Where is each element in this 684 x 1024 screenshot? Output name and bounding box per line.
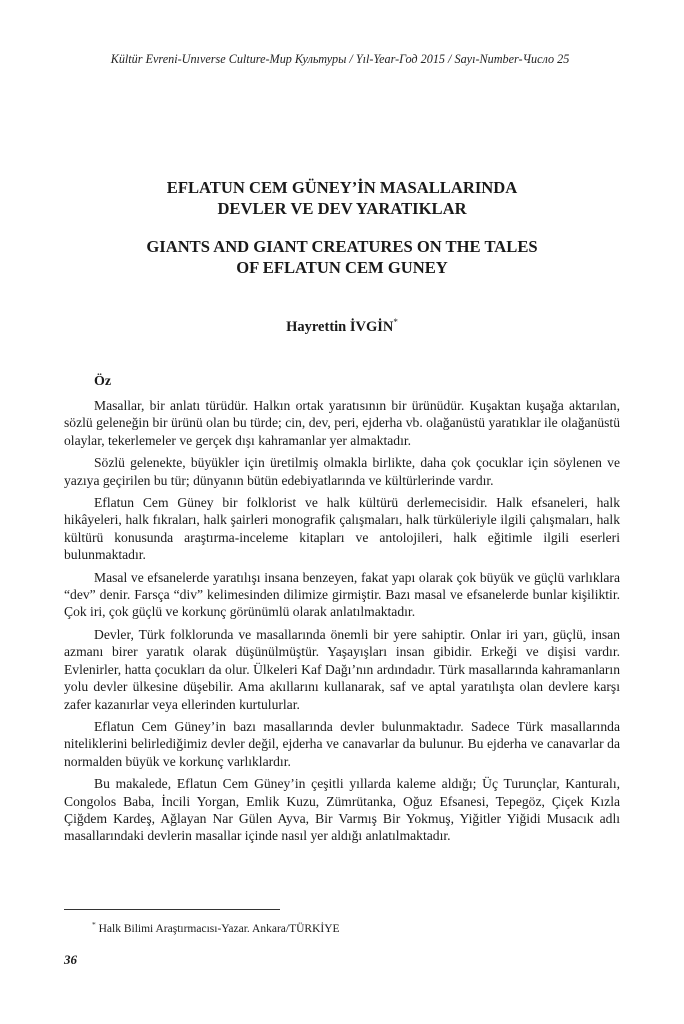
footnote [92,920,340,935]
title-english-line-2: OF EFLATUN CEM GUNEY [236,258,448,277]
footnote-text: Halk Bilimi Araştırmacısı-Yazar. Ankara/TÜRKİYE [98,922,340,935]
title-turkish-line-1: EFLATUN CEM GÜNEY’İN MASALLARINDA [166,178,518,197]
running-header: Kültür Evreni-Unıverse Culture-Mир Культуры / Yıl-Year-Год 2015 / Sayı-Number-Число 25 [110,52,570,66]
abstract-paragraph: Sözlü gelenekte, büyükler için üretilmiş olmakla birlikte, daha çok çocuklar için söylenen ve yazıya geçirilen bu tür; dünyanın bütün edebiyatlarında ve kültürlerinde vardır. [64,455,620,488]
author-name: Hayrettin İVGİN [286,318,394,335]
abstract-paragraph: Bu makalede, Eflatun Cem Güney’in çeşitli yıllarda kaleme aldığı; Üç Turunçlar, Kanturalı, Congolos Baba, İncili Yorgan, Emlik Kuzu, Zümrütanka, Oğuz Efsanesi, Tepegöz, Çiçek Kızla Çiğdem Kardeş, Ağlayan Nar Gülen Ayva, Bir Varmış Bir Yokmuş, Yiğitler Yiğidi Musacık adlı masallarındaki devlerin masallar içinde nasıl yer aldığı anlatılmaktadır. [64,776,620,844]
abstract-paragraph: Devler, Türk folklorunda ve masallarında önemli bir yere sahiptir. Onlar iri yarı, güçlü, insan azmanı birer yaratık olarak düşünülmüştür. Yaşayışları insan gibidir. Erkeği ve dişisi vardır. Evlenirler, hatta çocukları da olur. Ülkeleri Kaf Dağı’nın ardındadır. Türk masallarında kahramanların yolu devler ülkesine düşebilir. Ama akıllarını kullanarak, saf ve aptal yaratılışta olan devlere karşı zafer kazanırlar veya ellerinden kurtulurlar. [64,626,620,712]
abstract-paragraph: Eflatun Cem Güney bir folklorist ve halk kültürü derlemecisidir. Halk efsaneleri, halk hikâyeleri, halk fıkraları, halk şairleri monografik çalışmaları, halk türküleriyle ilgili çalışmaları, halk kültürü konusunda araştırma-inceleme kitapları ve antolojileri, halk eğitimle ilgili eserleri bulunmaktadır. [64,495,620,563]
title-english-line-1: GIANTS AND GIANT CREATURES ON THE TALES [146,237,538,256]
abstract-paragraph: Masallar, bir anlatı türüdür. Halkın ortak yaratısının bir ürünüdür. Kuşaktan kuşağa aktarılan, sözlü geleneğin bir ürünü olan bu türde; cin, dev, peri, ejderha vb. olağanüstü yaratıklar ile olağanüstü olaylar, tekerlemeler ve gerçek dışı kahramanlar yer almaktadır. [64,398,620,448]
abstract-paragraph: Masal ve efsanelerde yaratılışı insana benzeyen, fakat yapı olarak çok büyük ve güçlü varlıklara “dev” denir. Farsça “div” kelimesinden dilimize girmiştir. Bazı masal ve efsanelerde bunlar kişiliktir. Çok iri, çok güçlü ve korkunç görünümlü olarak anlatılmaktadır. [64,569,620,620]
title-turkish-line-2: DEVLER VE DEV YARATIKLAR [217,199,467,218]
abstract-heading: Öz [94,374,112,389]
title-turkish [60,177,624,219]
author-footnote-mark: * [393,317,398,327]
footnote-mark: * [92,920,96,929]
title-english [60,236,624,278]
page-number: 36 [64,952,77,967]
footnote-divider [64,909,280,910]
author [60,317,624,336]
abstract-body [64,397,620,850]
abstract-paragraph: Eflatun Cem Güney’in bazı masallarında devler bulunmaktadır. Sadece Türk masallarında niteliklerini belirlediğimiz devler değil, ejderha ve canavarlar da bulunur. Bu ejderha ve canavarlar da normalden büyük ve korkunç varlıklardır. [64,718,620,769]
